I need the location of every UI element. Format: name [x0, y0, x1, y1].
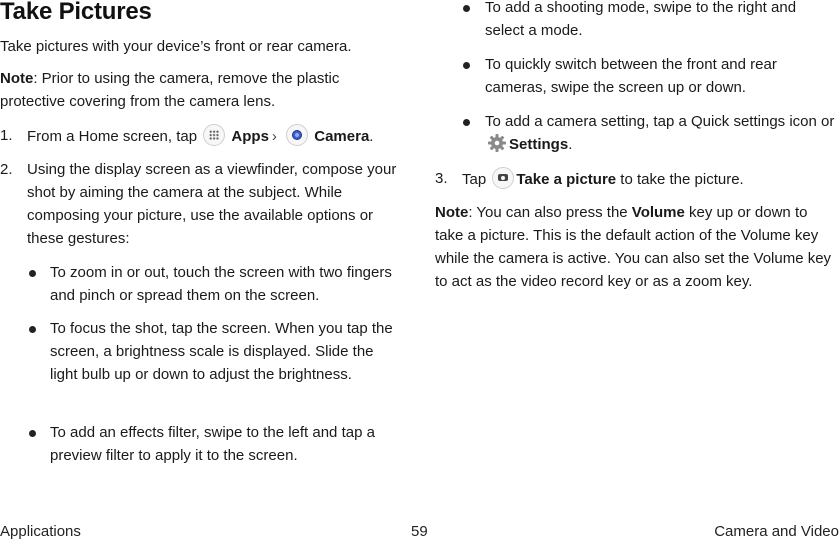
step-text: Using the display screen as a viewfinder, compose your shot by aiming the camera at the subject. While composing your picture, use the available options or these gestures: — [27, 161, 397, 247]
bullet-icon — [463, 5, 470, 12]
bullet-text — [485, 110, 837, 156]
step-3-prefix: Tap — [462, 171, 487, 188]
note-text-suffix: key up or down to take a picture. This is the default action of the Volume key while the camera is active. You can also set the Volume key to act as the video record key or as a zoom key. — [435, 204, 832, 290]
camera-label: Camera — [314, 128, 370, 145]
step-3-suffix: to take the picture. — [620, 171, 744, 188]
step-text — [462, 167, 838, 191]
gear-icon — [487, 133, 507, 153]
camera-shutter-icon — [492, 167, 514, 189]
bullet-icon — [463, 119, 470, 126]
step-number: 3. — [435, 170, 448, 187]
step-1-prefix: From a Home screen, tap — [27, 128, 198, 145]
page-number: 59 — [411, 523, 428, 540]
take-picture-label: Take a picture — [516, 171, 617, 188]
camera-app-icon — [286, 124, 308, 146]
bullet-text: To quickly switch between the front and rear cameras, swipe the screen up or down. — [485, 56, 777, 96]
apps-icon — [203, 124, 225, 146]
bullet-icon — [463, 62, 470, 69]
volume-label: Volume — [631, 204, 685, 221]
intro-text: Take pictures with your device’s front or rear camera. — [0, 38, 352, 55]
bullet-text: To zoom in or out, touch the screen with two fingers and pinch or spread them on the screen. — [50, 264, 392, 304]
bullet-text: To focus the shot, tap the screen. When you tap the screen, a brightness scale is displayed. Slide the light bulb up or down to adjust the brightness. — [50, 320, 393, 383]
bullet-icon — [29, 326, 36, 333]
note-label: Note — [435, 204, 469, 221]
bullet-text: To add a shooting mode, swipe to the right and select a mode. — [485, 0, 797, 39]
step-text — [27, 124, 399, 148]
apps-label: Apps — [231, 128, 269, 145]
step-number: 2. — [0, 161, 13, 178]
note-text-prefix: : You can also press the — [468, 204, 628, 221]
chevron-right-icon: › — [271, 128, 277, 145]
settings-bullet-suffix: . — [568, 136, 573, 153]
bullet-icon — [29, 270, 36, 277]
step-1-suffix: . — [369, 128, 374, 145]
settings-bullet-prefix: To add a camera setting, tap a Quick settings icon or — [485, 113, 835, 130]
bullet-text: To add an effects filter, swipe to the left and tap a preview filter to apply it to the screen. — [50, 424, 375, 464]
bullet-icon — [29, 430, 36, 437]
footer-section-label: Applications — [0, 523, 81, 540]
note-prior — [0, 67, 400, 113]
step-number: 1. — [0, 127, 13, 144]
note-text: : Prior to using the camera, remove the plastic protective covering from the camera lens. — [0, 70, 340, 110]
note-label: Note — [0, 70, 34, 87]
footer-chapter-label: Camera and Video — [714, 523, 839, 540]
settings-label: Settings — [509, 136, 569, 153]
note-volume — [435, 201, 839, 293]
page-title: Take Pictures — [0, 0, 152, 25]
